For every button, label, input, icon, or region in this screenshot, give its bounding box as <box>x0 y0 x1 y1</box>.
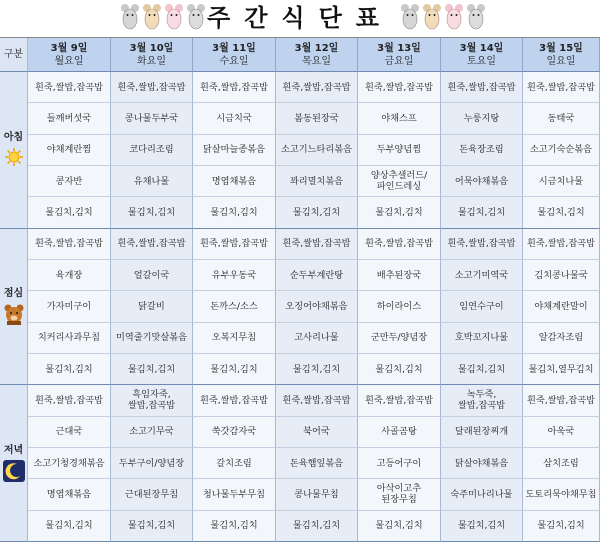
meal-label <box>0 385 28 542</box>
menu-cell: 사골곰탕 <box>358 417 441 448</box>
menu-cell: 흰죽,쌀밥,잡곡밥 <box>358 385 441 416</box>
menu-cell: 두부양념찜 <box>358 135 441 166</box>
menu-cell: 순두부계란탕 <box>276 260 358 291</box>
menu-cell: 흰죽,쌀밥,잡곡밥 <box>523 72 600 103</box>
menu-cell: 야채계란말이 <box>523 291 600 322</box>
mouse-icon <box>422 3 442 31</box>
moon-icon <box>3 460 25 482</box>
menu-cell: 물김치,김치 <box>276 511 358 542</box>
menu-cell: 치커리사과무침 <box>28 323 111 354</box>
day-date: 3월 14일 <box>459 42 504 54</box>
menu-cell: 흰죽,쌀밥,잡곡밥 <box>28 385 111 416</box>
mouse-icon <box>466 3 486 31</box>
menu-cell: 배추된장국 <box>358 260 441 291</box>
menu-cell: 돈육햄잎볶음 <box>276 448 358 479</box>
menu-cell: 소고기청경채볶음 <box>28 448 111 479</box>
day-date: 3월 12일 <box>294 42 339 54</box>
menu-cell: 가자미구이 <box>28 291 111 322</box>
menu-cell: 알감자조림 <box>523 323 600 354</box>
meal-name: 점심 <box>3 287 24 299</box>
menu-table <box>0 37 600 541</box>
day-date: 3월 10일 <box>129 42 174 54</box>
day-weekday: 목요일 <box>302 55 331 67</box>
menu-cell: 물김치,김치 <box>28 197 111 228</box>
menu-cell: 얼갈이국 <box>111 260 193 291</box>
menu-cell: 하이라이스 <box>358 291 441 322</box>
day-header <box>28 38 111 72</box>
mouse-icon <box>400 3 420 31</box>
day-header <box>523 38 600 72</box>
menu-cell: 물김치,열무김치 <box>523 354 600 385</box>
menu-cell: 소고기숙순볶음 <box>523 135 600 166</box>
menu-cell: 흰죽,쌀밥,잡곡밥 <box>193 72 276 103</box>
menu-cell: 물김치,김치 <box>358 354 441 385</box>
menu-cell: 물김치,김치 <box>28 511 111 542</box>
menu-cell: 흰죽,쌀밥,잡곡밥 <box>276 385 358 416</box>
menu-cell: 임연수구이 <box>441 291 523 322</box>
menu-cell: 흰죽,쌀밥,잡곡밥 <box>358 229 441 260</box>
menu-cell: 소고기무국 <box>111 417 193 448</box>
menu-cell: 고사리나물 <box>276 323 358 354</box>
menu-cell: 콩나물무침 <box>276 479 358 510</box>
menu-cell: 물김치,김치 <box>193 197 276 228</box>
menu-cell: 돈육장조림 <box>441 135 523 166</box>
menu-cell: 북어국 <box>276 417 358 448</box>
menu-cell: 흰죽,쌀밥,잡곡밥 <box>441 229 523 260</box>
menu-cell: 유부우동국 <box>193 260 276 291</box>
menu-cell: 물김치,김치 <box>276 197 358 228</box>
menu-cell: 쑥갓감자국 <box>193 417 276 448</box>
menu-cell: 물김치,김치 <box>28 354 111 385</box>
mice-decoration-right <box>400 3 486 31</box>
corner-label: 구분 <box>0 38 28 72</box>
day-date: 3월 9일 <box>50 42 88 54</box>
menu-cell: 갈치조림 <box>193 448 276 479</box>
menu-cell: 물김치,김치 <box>111 197 193 228</box>
menu-cell: 미역줄기맛살볶음 <box>111 323 193 354</box>
day-date: 3월 15일 <box>539 42 583 54</box>
menu-cell: 도토리묵야채무침 <box>523 479 600 510</box>
menu-cell: 닭갈비 <box>111 291 193 322</box>
menu-cell: 군만두/양념장 <box>358 323 441 354</box>
day-date: 3월 11일 <box>212 42 256 54</box>
menu-cell: 호박꼬지나물 <box>441 323 523 354</box>
menu-cell: 달래된장찌개 <box>441 417 523 448</box>
menu-cell: 물김치,김치 <box>358 197 441 228</box>
menu-cell: 아욱국 <box>523 417 600 448</box>
meal-label <box>0 72 28 229</box>
menu-cell: 흰죽,쌀밥,잡곡밥 <box>193 385 276 416</box>
menu-cell: 물김치,김치 <box>441 354 523 385</box>
menu-cell: 흰죽,쌀밥,잡곡밥 <box>276 72 358 103</box>
day-header <box>276 38 358 72</box>
menu-cell: 김치콩나물국 <box>523 260 600 291</box>
menu-cell: 숙주미나리나물 <box>441 479 523 510</box>
menu-cell: 누룽지탕 <box>441 103 523 134</box>
header <box>0 0 600 38</box>
menu-cell: 두부구이/양념장 <box>111 448 193 479</box>
menu-cell: 흰죽,쌀밥,잡곡밥 <box>276 229 358 260</box>
day-header <box>111 38 193 72</box>
menu-cell: 오징어야채볶음 <box>276 291 358 322</box>
sun-icon <box>4 147 24 167</box>
menu-cell: 물김치,김치 <box>523 197 600 228</box>
menu-cell: 물김치,김치 <box>358 511 441 542</box>
page-title: 주간식단표 <box>207 4 393 32</box>
day-header <box>441 38 523 72</box>
menu-cell: 물김치,김치 <box>441 511 523 542</box>
menu-cell: 들깨버섯국 <box>28 103 111 134</box>
menu-cell: 아삭이고추 된장무침 <box>358 479 441 510</box>
menu-cell: 물김치,김치 <box>193 511 276 542</box>
menu-cell: 양상추샐러드/ 파인드레싱 <box>358 166 441 197</box>
menu-cell: 꽈리멸치볶음 <box>276 166 358 197</box>
menu-cell: 물김치,김치 <box>111 354 193 385</box>
menu-cell: 흰죽,쌀밥,잡곡밥 <box>28 229 111 260</box>
menu-cell: 흰죽,쌀밥,잡곡밥 <box>193 229 276 260</box>
meal-label <box>0 229 28 386</box>
menu-cell: 오복지무침 <box>193 323 276 354</box>
menu-cell: 유채나물 <box>111 166 193 197</box>
day-weekday: 일요일 <box>546 55 576 67</box>
menu-cell: 근대된장무침 <box>111 479 193 510</box>
menu-cell: 흰죽,쌀밥,잡곡밥 <box>111 72 193 103</box>
menu-cell: 물김치,김치 <box>276 354 358 385</box>
menu-cell: 물김치,김치 <box>111 511 193 542</box>
meal-name: 저녁 <box>3 444 24 456</box>
menu-cell: 흑임자죽, 쌀밥,잡곡밥 <box>111 385 193 416</box>
mouse-icon <box>444 3 464 31</box>
menu-cell: 삼치조림 <box>523 448 600 479</box>
menu-cell: 어묵야채볶음 <box>441 166 523 197</box>
menu-cell: 흰죽,쌀밥,잡곡밥 <box>441 72 523 103</box>
menu-cell: 돈까스/소스 <box>193 291 276 322</box>
day-weekday: 화요일 <box>137 55 166 67</box>
day-date: 3월 13일 <box>377 42 421 54</box>
day-weekday: 월요일 <box>54 55 84 67</box>
menu-cell: 명엽채볶음 <box>28 479 111 510</box>
menu-cell: 소고기느타리볶음 <box>276 135 358 166</box>
menu-cell: 흰죽,쌀밥,잡곡밥 <box>28 72 111 103</box>
menu-cell: 콩자반 <box>28 166 111 197</box>
menu-cell: 물김치,김치 <box>441 197 523 228</box>
menu-cell: 명엽채볶음 <box>193 166 276 197</box>
meal-name: 아침 <box>3 132 24 144</box>
day-header <box>358 38 441 72</box>
menu-cell: 물김치,김치 <box>523 511 600 542</box>
menu-cell: 소고기미역국 <box>441 260 523 291</box>
menu-cell: 흰죽,쌀밥,잡곡밥 <box>358 72 441 103</box>
menu-cell: 봄동된장국 <box>276 103 358 134</box>
menu-cell: 녹두죽, 쌀밥,잡곡밥 <box>441 385 523 416</box>
day-weekday: 수요일 <box>219 55 249 67</box>
menu-cell: 콩나물두부국 <box>111 103 193 134</box>
menu-cell: 시금치나물 <box>523 166 600 197</box>
menu-cell: 닭살야채볶음 <box>441 448 523 479</box>
menu-cell: 야채계란찜 <box>28 135 111 166</box>
menu-cell: 근대국 <box>28 417 111 448</box>
menu-cell: 물김치,김치 <box>193 354 276 385</box>
menu-cell: 흰죽,쌀밥,잡곡밥 <box>523 385 600 416</box>
menu-cell: 야채스프 <box>358 103 441 134</box>
bear-icon <box>3 303 25 325</box>
menu-cell: 코다리조림 <box>111 135 193 166</box>
day-weekday: 금요일 <box>384 55 414 67</box>
menu-cell: 동태국 <box>523 103 600 134</box>
menu-cell: 청나물두부무침 <box>193 479 276 510</box>
menu-cell: 흰죽,쌀밥,잡곡밥 <box>523 229 600 260</box>
menu-cell: 흰죽,쌀밥,잡곡밥 <box>111 229 193 260</box>
menu-cell: 닭살마늘종볶음 <box>193 135 276 166</box>
menu-cell: 육개장 <box>28 260 111 291</box>
day-header <box>193 38 276 72</box>
day-weekday: 토요일 <box>467 55 496 67</box>
menu-cell: 시금치국 <box>193 103 276 134</box>
menu-cell: 고등어구이 <box>358 448 441 479</box>
